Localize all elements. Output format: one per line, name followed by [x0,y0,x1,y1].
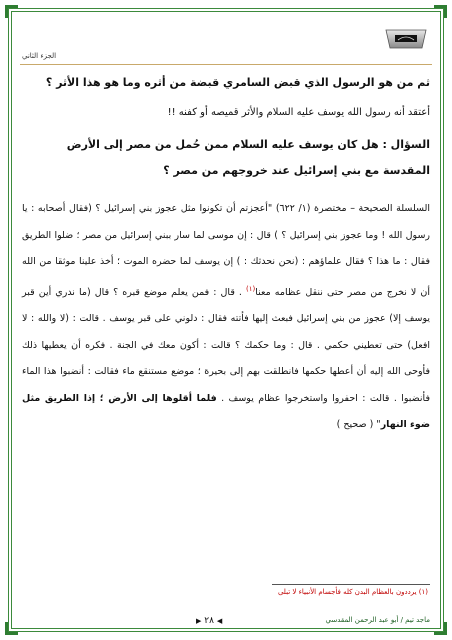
prev-page-arrow-icon[interactable]: ◀ [216,617,223,625]
question-2-text: هل كان يوسف عليه السلام ممن حُمل من مصر إلى الأرض المقدسة مع بني إسرائيل عند خروجهم من مصر ؟ [66,138,430,177]
next-page-arrow-icon[interactable]: ▶ [196,617,202,625]
corner-ornament-top-right [434,5,447,18]
footnote-ref[interactable]: (١) [246,284,256,293]
corner-ornament-bottom-right [434,622,447,635]
body-text-cont: . قال : فمن يعلم موضع قبره ؟ قال (ما ندري أين قبر يوسف إلا) عجوز من بني إسرائيل فبعث إليها فأتته فقال : دلوني على قبر يوسف . قالت : (لا والله : لا افعل) حتى تعطيني حكمي . قال : وما حكمك ؟ قالت : أكون معك في الجنة . فكره أن يعطيها ذلك فأوحى الله إليه أن أعطها حكمها فانطلقت بهم إلى بحيرة ؛ موضع مستنقع ماء فقالت : أنضبوا هذا الماء فأنضبوا . قالت : احفروا واستخرجوا عظام يوسف . [22,286,430,404]
hadith-body [22,196,430,439]
header-divider [20,64,432,65]
body-text-end: " ( صحيح ) [336,419,381,431]
page-content [22,70,430,439]
question-2 [22,132,430,184]
body-text-bold: فلما أقلوها إلى الأرض ؛ إذا الطريق مثل ضوء النهار [22,392,430,431]
corner-ornament-bottom-left [5,622,18,635]
answer-1: أعتقد أنه رسول الله يوسف عليه السلام والأثر قميصه أو كفنه !! [167,107,430,118]
footnote-divider [272,584,430,585]
part-label: الجزء الثاني [22,52,57,60]
publisher-logo-icon [382,28,430,50]
page-number: ٢٨ [204,616,214,626]
page-number-block [196,616,222,626]
body-text-main: السلسلة الصحيحة – مختصرة (١/ ٦٢٢) "أعجزتم أن تكونوا مثل عجوز بني إسرائيل ؟ (فقال أصحابه : يا رسول الله ! وما عجوز بني إسرائيل ؟ ) قال : إن موسى لما سار ببني إسرائيل من مصر ؛ ضلوا الطريق فقال : ما هذا ؟ فقال علماؤهم : (نحن نحدثك : ) إن يوسف لما حضره الموت ؛ أخذ علينا موثقا من الله أن لا نخرج من مصر حتى ننقل عظامه معنا [22,203,431,298]
footnote: (١) يرددون بالعظام البدن كله فأجسام الأنبياء لا تبلى [277,588,428,596]
author-name: ماجد تيم / أبو عبد الرحمن المقدسي [325,616,430,624]
corner-ornament-top-left [5,5,18,18]
question-1: ثم من هو الرسول الذي قبض السامري قبضة من أثره وما هو هذا الأثر ؟ [45,76,430,89]
question-2-label: السؤال : [382,138,430,151]
